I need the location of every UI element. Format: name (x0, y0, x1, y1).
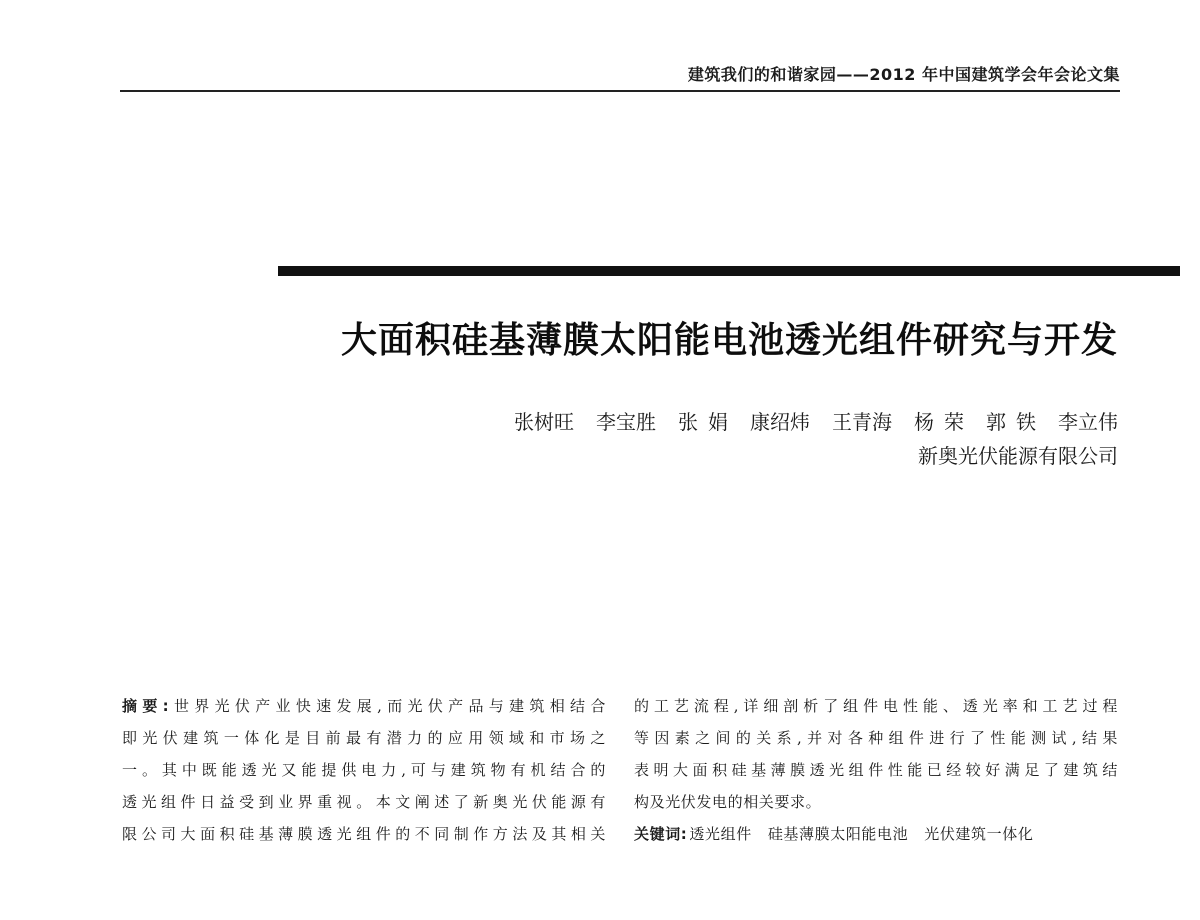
abstract-line: 限公司大面积硅基薄膜透光组件的不同制作方法及其相关 (122, 825, 606, 843)
abstract-line (122, 690, 606, 722)
abstract-line: 即光伏建筑一体化是目前最有潜力的应用领域和市场之 (122, 729, 606, 747)
abstract-label: 摘要: (122, 697, 170, 715)
abstract-line: 表明大面积硅基薄膜透光组件性能已经较好满足了建筑结 (634, 761, 1118, 779)
keyword: 透光组件 (689, 825, 752, 843)
running-header: 建筑我们的和谐家园——2012 年中国建筑学会年会论文集 (687, 65, 1120, 84)
abstract-left-column (122, 690, 606, 850)
abstract-line: 一。其中既能透光又能提供电力,可与建筑物有机结合的 (122, 761, 606, 779)
keywords-label: 关键词: (634, 825, 688, 843)
abstract-line: 等因素之间的关系,并对各种组件进行了性能测试,结果 (634, 729, 1118, 747)
abstract-line: 构及光伏发电的相关要求。 (634, 793, 822, 811)
author-name: 康绍炜 (750, 410, 810, 434)
abstract-line: 透光组件日益受到业界重视。本文阐述了新奥光伏能源有 (122, 793, 606, 811)
keyword: 硅基薄膜太阳能电池 (767, 825, 909, 843)
abstract-line: 的工艺流程,详细剖析了组件电性能、透光率和工艺过程 (634, 697, 1118, 715)
header-rule (120, 90, 1120, 92)
author-name: 张娟 (678, 410, 738, 434)
keyword: 光伏建筑一体化 (924, 825, 1034, 843)
keywords-line (634, 818, 1118, 850)
paper-title: 大面积硅基薄膜太阳能电池透光组件研究与开发 (340, 320, 1118, 361)
abstract-right-column (634, 690, 1118, 850)
author-name: 李立伟 (1058, 410, 1118, 434)
abstract-text: 世界光伏产业快速发展,而光伏产品与建筑相结合 (169, 697, 606, 715)
author-name: 郭铁 (986, 410, 1046, 434)
affiliation: 新奥光伏能源有限公司 (918, 444, 1118, 468)
author-list (514, 406, 1118, 435)
title-bar (278, 266, 1180, 276)
author-name: 李宝胜 (596, 410, 656, 434)
author-name: 杨荣 (914, 410, 974, 434)
author-name: 王青海 (832, 410, 892, 434)
author-name: 张树旺 (514, 410, 574, 434)
